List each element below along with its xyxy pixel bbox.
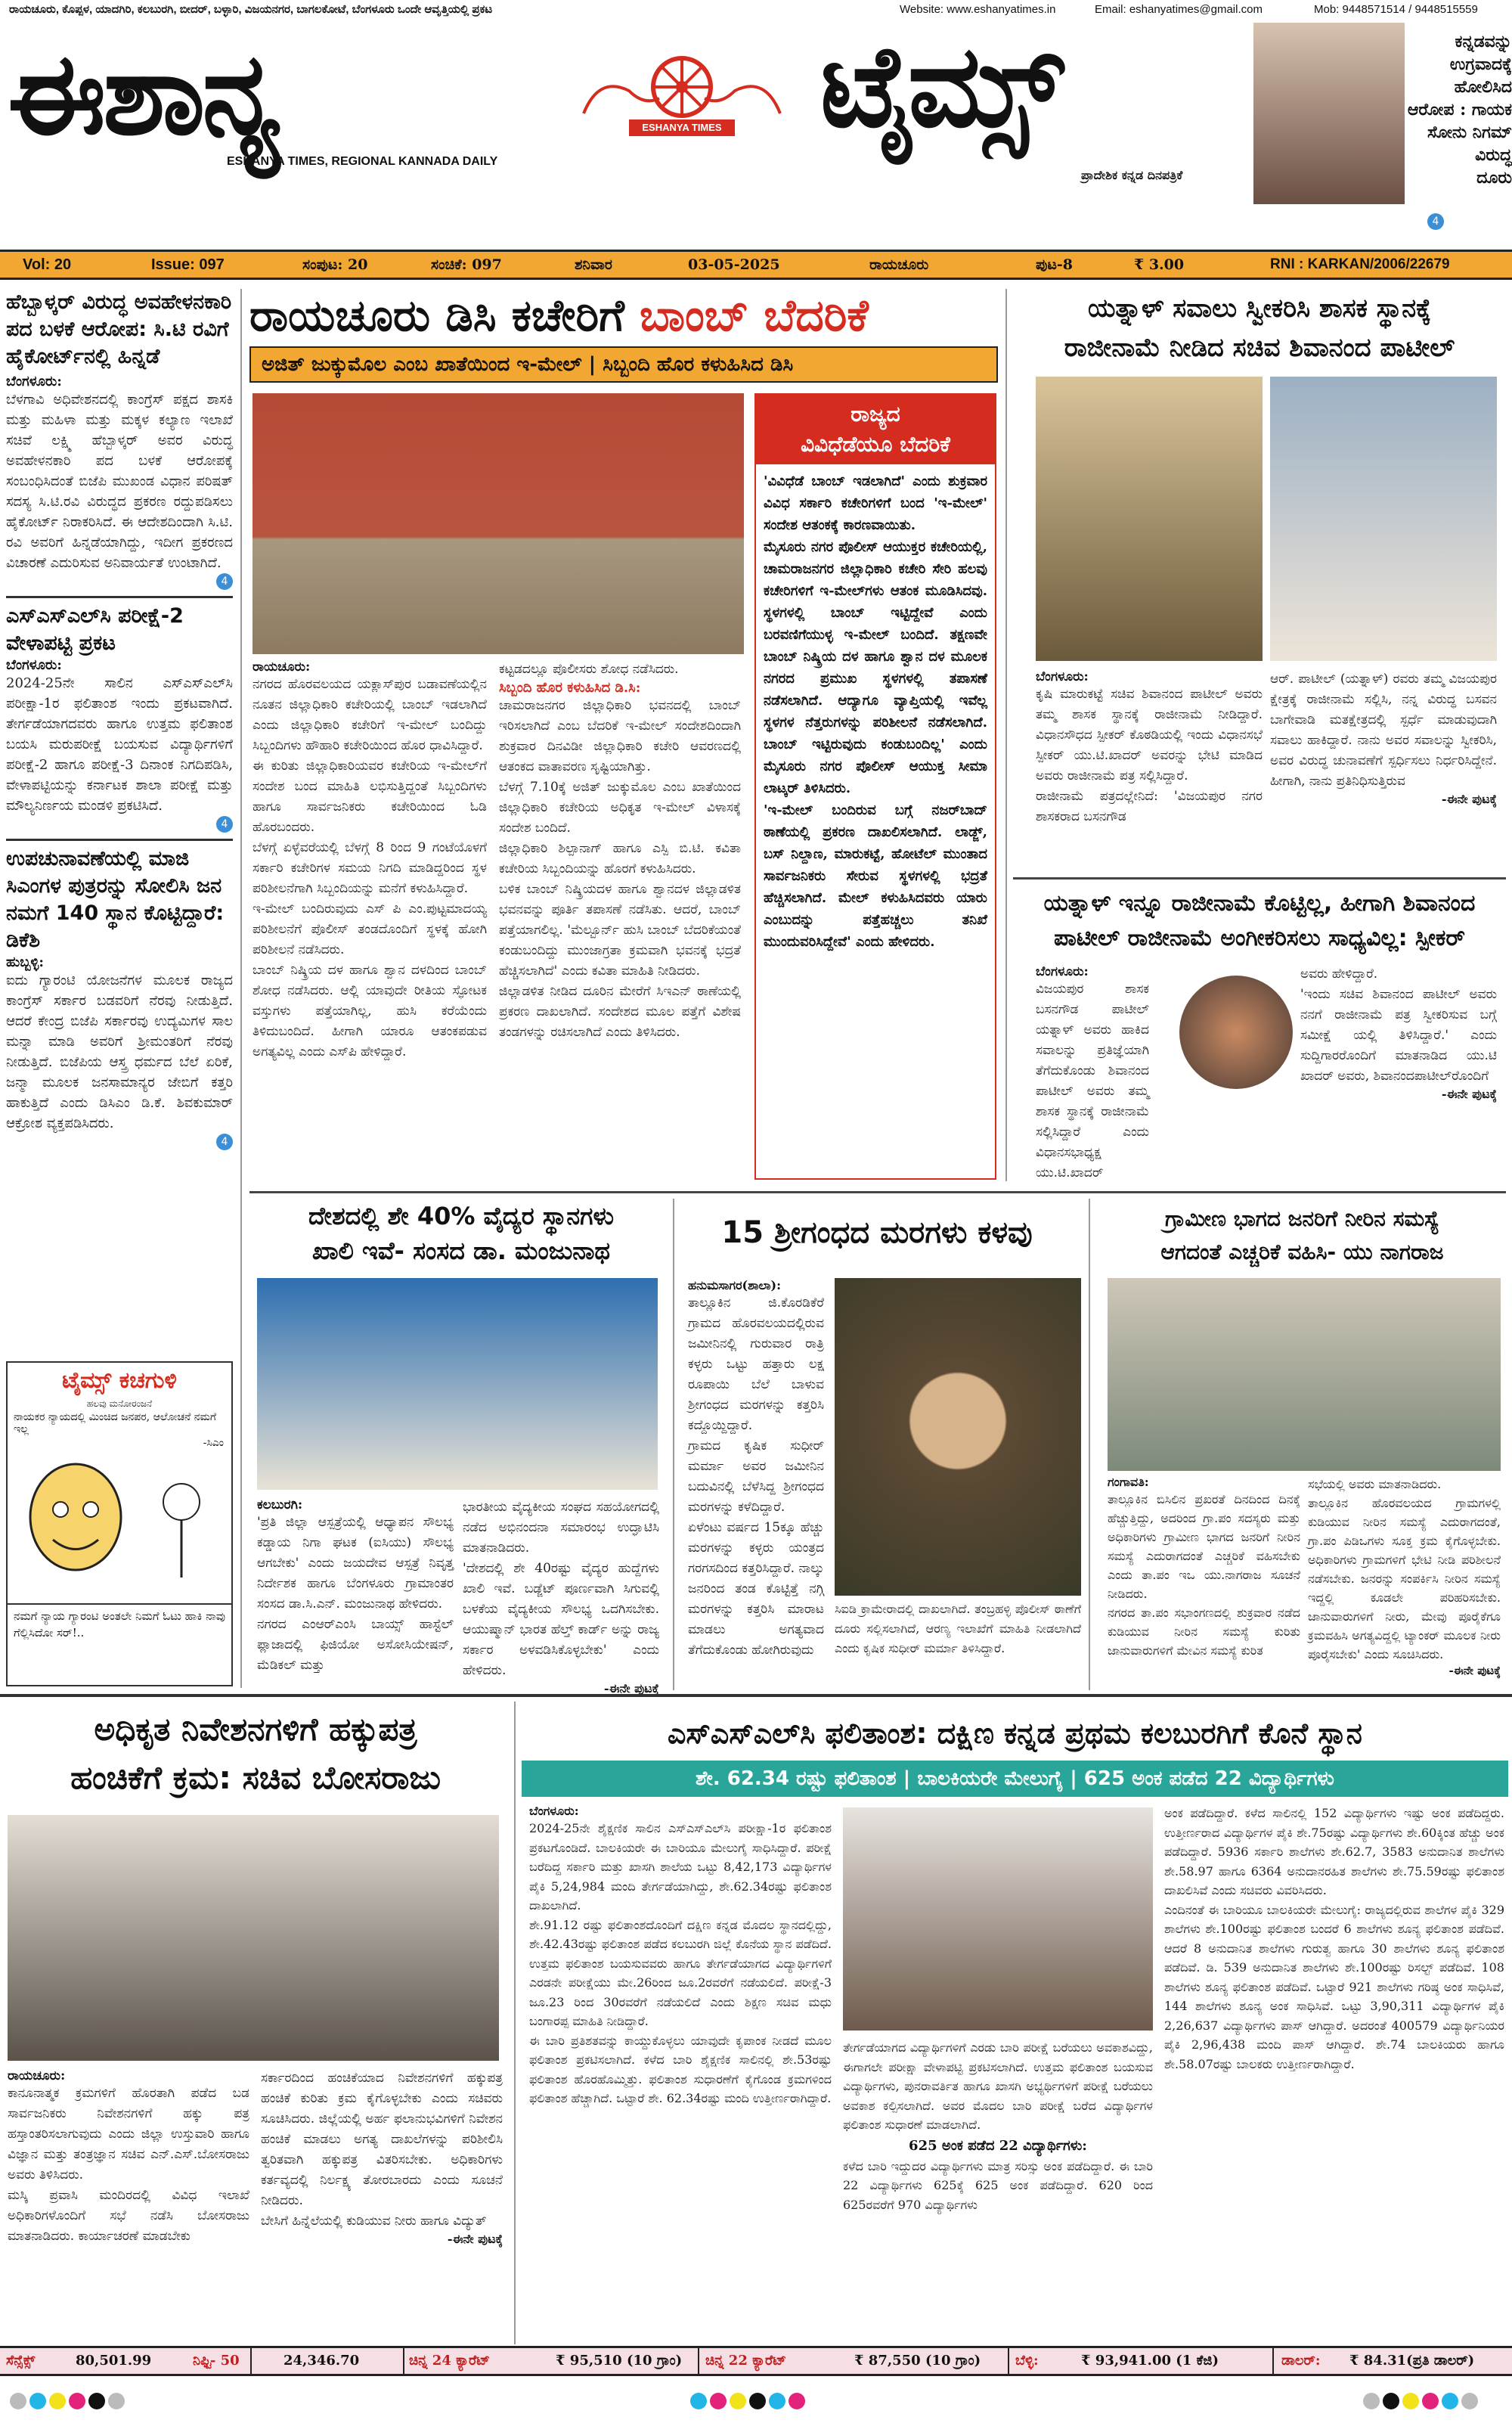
info-day: ಶನಿವಾರ (575, 256, 612, 273)
cartoon-by: -ಸಿಎಂ (203, 1437, 224, 1449)
market-label: ಚಿನ್ನ 24 ಕ್ಯಾರೆಟ್ (409, 2353, 490, 2369)
doctors-col-1-body: 'ಪ್ರತಿ ಜಿಲ್ಲಾ ಆಸ್ಪತ್ರೆಯಲ್ಲಿ ಆಧ್ಯಾಪನ ಸೌಲಭ್ಯ ಕಡ್ಡಾಯ ನಿಗಾ ಘಟಕ (ಐಸಿಯು) ಸೌಲಭ್ಯ ಆಗಬೇಕು' ಎಂದು ಜಯದೇವ ಆಸ್ಪತ್ರೆ ನಿವೃತ್ತ ನಿರ್ದೇಶಕ ಹಾಗೂ ಬೆಂಗಳೂರು ಗ್ರಾಮಾಂತರ ಸಂಸದ ಡಾ.ಸಿ.ಎನ್. ಮಂಜುನಾಥ ಹೇಳಿದರು. ನಗರದ ಎಂಆರ್‌ಎಂಸಿ ಬಾಯ್ಸ್ ಹಾಸ್ಟೆಲ್ ಪ್ಲಾಜಾದಲ್ಲಿ ಫಿಜಿಯೋ ಅಸೋಸಿಯೇಷನ್, ಮೆಡಿಕಲ್ ಮತ್ತು (257, 1515, 454, 1673)
left-story-3-body: ಐದು ಗ್ಯಾರಂಟಿ ಯೋಜನೆಗಳ ಮೂಲಕ ರಾಜ್ಯದ ಕಾಂಗ್ರೆಸ್ ಸರ್ಕಾರ ಬಡವರಿಗೆ ನೆರವು ನೀಡುತ್ತಿದೆ. ಆದರೆ ಕೇಂದ್ರ ಬಿಜೆಪಿ ಸರ್ಕಾರವು ಉದ್ಯಮಿಗಳ ಸಾಲ ಮನ್ನಾ ಮಾಡಿ ಅವರಿಗೆ ಶ್ರೀಮಂತರಿಗೆ ನೆರವು ನೀಡುತ್ತಿದೆ. ಬಿಜೆಪಿಯ ಆಸ್ತ್ರ ಧರ್ಮದ ಬೆಲೆ ಏರಿಕೆ, ಜನ್ಮಾ ಮೂಲಕ ಜನಸಾಮಾನ್ಯರ ಜೇಬಿಗೆ ಕತ್ತರಿ ಹಾಕುತ್ತಿದೆ ಎಂದು ಡಿಸಿಎಂ ಡಿ.ಕೆ. ಶಿವಕುಮಾರ್ ಆಕ್ರೋಶ ವ್ಯಕ್ತಪಡಿಸಿದರು. (6, 973, 233, 1131)
yatnal-photo-2 (1270, 377, 1497, 661)
teaser-photo (1253, 23, 1405, 204)
cartoon-quote: ನಾಯಕರ ನ್ಯಾಯದಲ್ಲಿ ಮಿಂಚಿದ ಜನಪರ, ಆಲೋಚನೆ ನಮಗೆ ಇಲ್ಲ (14, 1411, 216, 1435)
registration-dots-left (8, 2390, 159, 2415)
market-value: 80,501.99 (76, 2353, 152, 2369)
yatnal-photo-1 (1036, 377, 1263, 661)
info-rni: RNI : KARKAN/2006/22679 (1270, 256, 1450, 272)
masthead-title-right: ಟೈಮ್ಸ್ (820, 21, 1061, 153)
cartoon-title: ಟೈಮ್ಸ್ ಕಚಗುಳಿ (62, 1367, 177, 1394)
column-divider (1005, 289, 1007, 1181)
teaser-headline[interactable]: ಕನ್ನಡವನ್ನು ಉಗ್ರವಾದಕ್ಕೆ ಹೋಲಿಸಿದ ಆರೋಪ : ಗಾಯಕ ಸೋನು ನಿಗಮ್ ವಿರುದ್ಧ ದೂರು (1407, 32, 1512, 188)
cartoon-caption: ನಮಗೆ ನ್ಯಾಯ ಗ್ಯಾರಂಟಿ ಅಂತಲೇ ನಿಮಗೆ ಓಟು ಹಾಕಿ ನಾವು ಗೆಲ್ಲಿಸಿದೋ ಸರ್!.. (8, 1603, 231, 1644)
left-story-1-body: ಬೆಳಗಾವಿ ಅಧಿವೇಶನದಲ್ಲಿ ಕಾಂಗ್ರೆಸ್ ಪಕ್ಷದ ಶಾಸಕಿ ಮತ್ತು ಮಹಿಳಾ ಮತ್ತು ಮಕ್ಕಳ ಕಲ್ಯಾಣ ಇಲಾಖೆ ಸಚಿವೆ ಲಕ್ಷ್ಮಿ ಹೆಬ್ಬಾಳ್ಕರ್ ಅವರ ವಿರುದ್ಧ ಅವಹೇಳನಕಾರಿ ಪದ ಬಳಕೆ ಆರೋಪಕ್ಕೆ ಸಂಬಂಧಿಸಿದಂತೆ ಬಿಜೆಪಿ ಮುಖಂಡ ವಿಧಾನ ಪರಿಷತ್ ಸದಸ್ಯ ಸಿ.ಟಿ.ರವಿ ವಿರುದ್ಧದ ಪ್ರಕರಣ ರದ್ದುಪಡಿಸಲು ಹೈಕೋರ್ಟ್ ನಿರಾಕರಿಸಿದೆ. ಈ ಆದೇಶದಿಂದಾಗಿ ಸಿ.ಟಿ. ರವಿ ಅವರಿಗೆ ಹಿನ್ನಡೆಯಾಗಿದ್ದು, ಇದೀಗ ಪ್ರಕರಣದ ವಿಚಾರಣೆ ಎದುರಿಸುವ ಅನಿವಾರ್ಯತೆ ಉಂಟಾಗಿದೆ. (6, 392, 233, 571)
sandal-col-1 (688, 1278, 824, 1661)
speaker-col-2-body: ಅವರು ಹೇಳಿದ್ದಾರೆ. 'ಇಂದು ಸಚಿವ ಶಿವಾನಂದ ಪಾಟೀಲ್ ಅವರು ನನಗೆ ರಾಜೀನಾಮೆ ಪತ್ರ ಸ್ವೀಕರಿಸುವ ಬಗ್ಗೆ ಸಮೀಕ್ಷೆ ಯಲ್ಲಿ ತಿಳಿಸಿದ್ದಾರೆ.' ಎಂದು ಸುದ್ದಿಗಾರರೊಂದಿಗೆ ಮಾತನಾಡಿದ ಯು.ಟಿ ಖಾದರ್ ಅವರು, ಶಿವಾನಂದಪಾಟೀಲ್‌ರೊಂದಿಗೆ (1300, 966, 1497, 1084)
divider (1013, 877, 1506, 880)
yatnal-headline[interactable]: ಯತ್ನಾಳ್ ಸವಾಲು ಸ್ವೀಕರಿಸಿ ಶಾಸಕ ಸ್ಥಾನಕ್ಕೆ ರಾಜೀನಾಮೆ ನೀಡಿದ ಸಚಿವ ಶಿವಾನಂದ ಪಾಟೀಲ್ (1064, 293, 1455, 363)
column-divider (673, 1199, 674, 1690)
market-item-gold24 (404, 2348, 699, 2374)
doctors-dateline: ಕಲಬುರಗಿ: (257, 1497, 303, 1512)
sandal-headline[interactable]: 15 ಶ್ರೀಗಂಧದ ಮರಗಳು ಕಳವು (721, 1215, 1033, 1250)
left-story-3[interactable] (6, 841, 233, 1150)
masthead-subtitle-kn: ಪ್ರಾದೇಶಿಕ ಕನ್ನಡ ದಿನಪತ್ರಿಕೆ (1081, 168, 1183, 182)
sandal-dateline: ಹನುಮಸಾಗರ(ಶಾಲಾ): (688, 1278, 782, 1292)
mobile-text: Mob: 9448571514 / 9448515559 (1314, 3, 1478, 16)
yatnal-col-1-body: ಕೃಷಿ ಮಾರುಕಟ್ಟೆ ಸಚಿವ ಶಿವಾನಂದ ಪಾಟೀಲ್ ಅವರು ತಮ್ಮ ಶಾಸಕ ಸ್ಥಾನಕ್ಕೆ ರಾಜೀನಾಮೆ ನೀಡಿದ್ದಾರೆ. ವಿಧಾನಸೌಧದ ಸ್ಪೀಕರ್ ಕೊಠಡಿಯಲ್ಲಿ ಇಂದು ವಿಧಾನಸಭೆ ಸ್ಪೀಕರ್ ಯು.ಟಿ.ಖಾದರ್ ಅವರನ್ನು ಭೇಟಿ ಮಾಡಿದ ಅವರು ರಾಜೀನಾಮೆ ಪತ್ರ ಸಲ್ಲಿಸಿದ್ದಾರೆ. ರಾಜೀನಾಮೆ ಪತ್ರದಲ್ಲೇನಿದೆ: 'ವಿಜಯಪುರ ನಗರ ಶಾಸಕರಾದ ಬಸನಗೌಡ (1036, 687, 1263, 824)
doctors-col-2-body: ಭಾರತೀಯ ವೈದ್ಯಕೀಯ ಸಂಘದ ಸಹಯೋಗದಲ್ಲಿ ನಡೆದ ಅಭಿನಂದನಾ ಸಮಾರಂಭ ಉದ್ಘಾಟಿಸಿ ಮಾತನಾಡಿದರು. 'ದೇಶದಲ್ಲಿ ಶೇ 40ರಷ್ಟು ವೈದ್ಯರ ಹುದ್ದೆಗಳು ಖಾಲಿ ಇವೆ. ಬಡ್ಜೆಟ್ ಪೂರ್ಣವಾಗಿ ಸಿಗುವಲ್ಲಿ ಬಳಕೆಯ ವೈದ್ಯಕೀಯ ಸೌಲಭ್ಯ ಒದಗಿಸಬೇಕು. ಆಯುಷ್ಮಾನ್ ಭಾರತ ಹೆಲ್ತ್ ಕಾರ್ಡ್ ಅನ್ನು ರಾಜ್ಯ ಸರ್ಕಾರ ಅಳವಡಿಸಿಕೊಳ್ಳಬೇಕು' ಎಂದು ಹೇಳಿದರು. (463, 1500, 659, 1678)
color-dots-icon (1361, 2390, 1504, 2412)
left-story-1-headline[interactable]: ಹೆಬ್ಬಾಳ್ಕರ್ ವಿರುದ್ಧ ಅವಹೇಳನಕಾರಿ ಪದ ಬಳಕೆ ಆರೋಪ: ಸಿ.ಟಿ ರವಿಗೆ ಹೈಕೋರ್ಟ್‌ನಲ್ಲಿ ಹಿನ್ನಡೆ (6, 290, 232, 368)
market-value: ₹ 87,550 (10 ಗ್ರಾಂ) (854, 2353, 981, 2369)
lead-photo (253, 393, 744, 654)
info-city: ರಾಯಚೂರು (869, 256, 929, 273)
doctors-photo (257, 1278, 658, 1490)
doctors-byline: -ಈನೇ ಪುಟಕ್ಕೆ (603, 1681, 659, 1695)
market-item-gold22 (699, 2348, 1009, 2374)
housing-headline[interactable]: ಅಧಿಕೃತ ನಿವೇಶನಗಳಿಗೆ ಹಕ್ಕುಪತ್ರ ಹಂಚಿಕೆಗೆ ಕ್ರಮ: ಸಚಿವ ಬೋಸರಾಜು (70, 1711, 441, 1796)
water-headline[interactable]: ಗ್ರಾಮೀಣ ಭಾಗದ ಜನರಿಗೆ ನೀರಿನ ಸಮಸ್ಯೆ ಆಗದಂತೆ ಎಚ್ಚರಿಕೆ ವಹಿಸಿ- ಯು ನಾಗರಾಜ (1160, 1206, 1444, 1264)
housing-col-2 (261, 2068, 503, 2247)
edition-places: ರಾಯಚೂರು, ಕೊಪ್ಪಳ, ಯಾದಗಿರಿ, ಕಲಬುರಗಿ, ಬೀದರ್, ಬಳ್ಳಾರಿ, ವಿಜಯನಗರ, ಬಾಗಲಕೋಟೆ, ಬೆಂಗಳೂರು ಒಂದೇ ಆವೃತ್ತಿಯಲ್ಲಿ ಪ್ರಕಟ (9, 3, 493, 16)
market-label: ನಿಫ್ಟಿ- 50 (193, 2353, 240, 2369)
market-label: ಚಿನ್ನ 22 ಕ್ಯಾರೆಟ್ (705, 2353, 786, 2369)
sslc-col-3-body: ಅಂಕ ಪಡೆದಿದ್ದಾರೆ. ಕಳೆದ ಸಾಲಿನಲ್ಲಿ 152 ವಿದ್ಯಾರ್ಥಿಗಳು ಇಷ್ಟು ಅಂಕ ಪಡೆದಿದ್ದರು. ಉತ್ತೀರ್ಣರಾದ ವಿದ್ಯಾರ್ಥಿಗಳ ಪೈಕಿ ಶೇ.75ರಷ್ಟು ವಿದ್ಯಾರ್ಥಿಗಳು ಶೇ.60ಕ್ಕಿಂತ ಹೆಚ್ಚು ಅಂಕ ಪಡೆದಿದ್ದಾರೆ. 5936 ಸರ್ಕಾರಿ ಶಾಲೆಗಳು ಶೇ.62.7, 3583 ಅನುದಾನಿತ ಶಾಲೆಗಳು ಶೇ.58.97 ಹಾಗೂ 6364 ಅನುದಾನರಹಿತ ಶಾಲೆಗಳು ಶೇ.75.59ರಷ್ಟು ಫಲಿತಾಂಶ ದಾಖಲಿಸಿವೆ ಎಂದು ಸಚಿವರು ವಿವರಿಸಿದರು. ಎಂದಿನಂತೆ ಈ ಬಾರಿಯೂ ಬಾಲಕಿಯರೇ ಮೇಲುಗೈ: ರಾಜ್ಯದಲ್ಲಿರುವ ಶಾಲೆಗಳ ಪೈಕಿ 329 ಶಾಲೆಗಳು ಶೇ.100ರಷ್ಟು ಫಲಿತಾಂಶ ಬಂದರೆ 6 ಶಾಲೆಗಳು ಶೂನ್ಯ ಫಲಿತಾಂಶ ಪಡೆದಿವೆ. ಆದರೆ 8 ಅನುದಾನಿತ ಶಾಲೆಗಳು ಗುರುತ್ವ ಹಾಗೂ 30 ಶಾಲೆಗಳು ಶೂನ್ಯ ಫಲಿತಾಂಶ ಪಡೆದಿವೆ. ಡಿ. 539 ಅನುದಾನಿತ ಶಾಲೆಗಳು ಶೇ.100ರಷ್ಟು ರಿಸಲ್ಟ್ ಪಡೆದಿವೆ. 108 ಶಾಲೆಗಳು ಶೂನ್ಯ ಫಲಿತಾಂಶ ಪಡೆದಿವೆ. ಒಟ್ಟಾರೆ 921 ಶಾಲೆಗಳು ಗರಿಷ್ಠ ಅಂಕ ಸಾಧಿಸಿವೆ, 144 ಶಾಲೆಗಳು ಶೂನ್ಯ ಅಂಕ ಸಾಧಿಸಿವೆ. ಒಟ್ಟು 3,90,311 ವಿದ್ಯಾರ್ಥಿಗಳ ಪೈಕಿ 2,26,637 ವಿದ್ಯಾರ್ಥಿಗಳು ಪಾಸ್ ಆಗಿದ್ದಾರೆ. ಅದರಂತೆ 400579 ವಿದ್ಯಾರ್ಥಿನಿಯರ ಪೈಕಿ 2,96,438 ಮಂದಿ ಪಾಸ್ ಆಗಿದ್ದಾರೆ. ಶೇ.74 ಬಾಲಕಿಯರು ಹಾಗೂ ಶೇ.58.07ರಷ್ಟು ಬಾಲಕರು ಉತ್ತೀರ್ಣರಾಗಿದ್ದಾರೆ. (1164, 1806, 1504, 2071)
divider (0, 1694, 1512, 1697)
left-story-3-headline[interactable]: ಉಪಚುನಾವಣೆಯಲ್ಲಿ ಮಾಜಿ ಸಿಎಂಗಳ ಪುತ್ರರನ್ನು ಸೋಲಿಸಿ ಜನ ನಮಗೆ 140 ಸ್ಥಾನ ಕೊಟ್ಟಿದ್ದಾರೆ: ಡಿಕೆಶಿ (6, 847, 225, 952)
sslc-photo (843, 1807, 1153, 2031)
sslc-dateline: ಬೆಂಗಳೂರು: (529, 1804, 579, 1818)
water-dateline: ಗಂಗಾವತಿ: (1108, 1475, 1149, 1489)
lead-col-1 (253, 659, 487, 1063)
sslc-subhead: ಶೇ. 62.34 ರಷ್ಟು ಫಲಿತಾಂಶ | ಬಾಲಕಿಯರೇ ಮೇಲುಗೈ | 625 ಅಂಕ ಪಡೆದ 22 ವಿದ್ಯಾರ್ಥಿಗಳು (522, 1761, 1508, 1797)
yatnal-byline: -ಈನೇ ಪುಟಕ್ಕೆ (1441, 792, 1497, 806)
market-value: ₹ 95,510 (10 ಗ್ರಾಂ) (556, 2353, 683, 2369)
sandal-col-1-body: ತಾಲ್ಲೂಕಿನ ಜಿ.ಕೊರಡಿಕೆರೆ ಗ್ರಾಮದ ಹೊರವಲಯದಲ್ಲಿರುವ ಜಮೀನಿನಲ್ಲಿ ಗುರುವಾರ ರಾತ್ರಿ ಕಳ್ಳರು ಒಟ್ಟು ಹತ್ತಾರು ಲಕ್ಷ ರೂಪಾಯಿ ಬೆಲೆ ಬಾಳುವ ಶ್ರೀಗಂಧದ ಮರಗಳನ್ನು ಕತ್ತರಿಸಿ ಕದ್ದೊಯ್ದಿದ್ದಾರೆ. ಗ್ರಾಮದ ಕೃಷಿಕ ಸುಧೀರ್ ಮರ್ಮಾ ಅವರ ಜಮೀನಿನ ಬದುವಿನಲ್ಲಿ ಬೆಳೆಸಿದ್ದ ಶ್ರೀಗಂಧದ ಮರಗಳನ್ನು ಕಳೆದಿದ್ದಾರೆ. ಏಳೆಂಟು ವರ್ಷದ 15ಕ್ಕೂ ಹೆಚ್ಚು ಮರಗಳನ್ನು ಕಳ್ಳರು ಯಂತ್ರದ ಗರಗಸದಿಂದ ಕತ್ತರಿಸಿದ್ದಾರೆ. ನಾಲ್ಕು ಜನರಿಂದ ತಂಡ ಕೊಟ್ಟಿತ್ತೆ ನಗ್ಗಿ ಮರಗಳನ್ನು ಕತ್ತರಿಸಿ ಮಾರಾಟ ಮಾಡಲು ಅಗತ್ಯವಾದ ತೆಗೆದುಕೊಂಡು ಹೋಗಿರುವುದು (688, 1295, 824, 1658)
yatnal-col-2 (1270, 669, 1497, 807)
registration-dots-center (688, 2390, 839, 2415)
housing-dateline: ರಾಯಚೂರು: (8, 2068, 66, 2083)
lead-col-2 (499, 659, 741, 1043)
market-value: ₹ 84.31(ಪ್ರತಿ ಡಾಲರ್) (1349, 2353, 1475, 2369)
masthead-emblem (569, 45, 795, 144)
market-item-silver (1009, 2348, 1274, 2374)
yatnal-col-2-body: ಆರ್. ಪಾಟೀಲ್ (ಯತ್ನಾಳ್) ರವರು ತಮ್ಮ ವಿಜಯಪುರ ಕ್ಷೇತ್ರಕ್ಕೆ ರಾಜೀನಾಮೆ ಸಲ್ಲಿಸಿ, ನನ್ನ ವಿರುದ್ಧ ಬಸವನ ಬಾಗೇವಾಡಿ ಮತಕ್ಷೇತ್ರದಲ್ಲಿ ಸ್ಪರ್ಧೆ ಮಾಡುವುದಾಗಿ ಸವಾಲು ಹಾಕಿದ್ದಾರೆ. ನಾನು ಅವರ ಸವಾಲನ್ನು ಸ್ವೀಕರಿಸಿ, ಅವರ ವಿರುದ್ಧ ಚುನಾವಣೆಗೆ ಸ್ಪರ್ಧಿಸಲು ನಿರ್ಧರಿಸಿದ್ದೇನೆ. ಹೀಗಾಗಿ, ನಾನು ಪ್ರತಿನಿಧಿಸುತ್ತಿರುವ (1270, 672, 1497, 789)
lead-col-1-dateline: ರಾಯಚೂರು: (253, 659, 311, 675)
sslc-col-2-subbody: ಕಳೆದ ಬಾರಿ ಇದ್ದುದರ ವಿದ್ಯಾರ್ಥಿಗಳು ಮಾತ್ರ ಸರಿಸ್ಸು ಅಂಕ ಪಡೆದಿದ್ದಾರೆ. ಈ ಬಾರಿ 22 ವಿದ್ಯಾರ್ಥಿಗಳು 625ಕ್ಕೆ 625 ಅಂಕ ಪಡೆದಿದ್ದಾರೆ. 620 ರಿಂದ 625ರವರೆಗೆ 970 ವಿದ್ಯಾರ್ಥಿಗಳು (843, 2158, 1153, 2212)
yatnal-dateline: ಬೆಂಗಳೂರು: (1036, 669, 1089, 684)
market-value: 24,346.70 (284, 2353, 360, 2369)
left-story-2-continue-icon[interactable]: 4 (216, 816, 233, 833)
lead-col-2-subhead: ಸಿಬ್ಬಂದಿ ಹೊರ ಕಳುಹಿಸಿದ ಡಿ.ಸಿ: (499, 680, 641, 696)
housing-photo (8, 1815, 499, 2061)
left-story-1-dateline: ಬೆಂಗಳೂರು: (6, 374, 62, 389)
left-story-2[interactable] (6, 598, 233, 841)
water-col-2-body: ಸಭೆಯಲ್ಲಿ ಅವರು ಮಾತನಾಡಿದರು. ತಾಲ್ಲೂಕಿನ ಹೊರವಲಯದ ಗ್ರಾಮಗಳಲ್ಲಿ ಕುಡಿಯುವ ನೀರಿನ ಸಮಸ್ಯೆ ಎದುರಾಗದಂತೆ, ಗ್ರಾ.ಪಂ ಪಿಡಿಒಗಳು ಸೂಕ್ತ ಕ್ರಮ ಕೈಗೊಳ್ಳಬೇಕು. ಅಧಿಕಾರಿಗಳು ಗ್ರಾಮಗಳಿಗೆ ಭೇಟಿ ನೀಡಿ ಪರಿಶೀಲನೆ ನಡೆಸಬೇಕು. ಜನರನ್ನು ಸಂಪರ್ಕಿಸಿ ನೀರಿನ ಸಮಸ್ಯೆ ಇದ್ದಲ್ಲಿ ಕೂಡಲೇ ಪರಿಹರಿಸಬೇಕು. ಜಾನುವಾರುಗಳಿಗೆ ನೀರು, ಮೇವು ಪೂರೈಕೆಗೂ ಕ್ರಮವಹಿಸಿ ಅಗತ್ಯವಿದ್ದಲ್ಲಿ ಟ್ಯಾಂಕರ್ ಮೂಲಕ ನೀರು ಪೂರೈಸಬೇಕು' ಎಂದು ಸೂಚಿಸಿದರು. (1308, 1477, 1501, 1661)
info-vol: Vol: 20 (23, 256, 72, 273)
left-story-3-continue-icon[interactable]: 4 (216, 1134, 233, 1150)
housing-col-2-body: ಸರ್ಕಾರದಿಂದ ಹಂಚಿಕೆಯಾದ ನಿವೇಶನಗಳಿಗೆ ಹಕ್ಕುಪತ್ರ ಹಂಚಿಕೆ ಕುರಿತು ಕ್ರಮ ಕೈಗೊಳ್ಳಬೇಕು ಎಂದು ಸಚಿವರು ಸೂಚಿಸಿದರು. ಜಿಲ್ಲೆಯಲ್ಲಿ ಅರ್ಹ ಫಲಾನುಭವಿಗಳಿಗೆ ನಿವೇಶನ ಹಂಚಿಕೆ ಮಾಡಲು ಅಗತ್ಯ ದಾಖಲೆಗಳನ್ನು ಪರಿಶೀಲಿಸಿ ತ್ವರಿತವಾಗಿ ಹಕ್ಕುಪತ್ರ ವಿತರಿಸಬೇಕು. ಅಧಿಕಾರಿಗಳು ಕರ್ತವ್ಯದಲ್ಲಿ ನಿರ್ಲಕ್ಷ್ಯ ತೋರಬಾರದು ಎಂದು ಸೂಚನೆ ನೀಡಿದರು. ಬೇಸಿಗೆ ಹಿನ್ನೆಲೆಯಲ್ಲಿ ಕುಡಿಯುವ ನೀರು ಹಾಗೂ ವಿದ್ಯುತ್ (261, 2071, 503, 2229)
speaker-headline[interactable]: ಯತ್ನಾಳ್ ಇನ್ನೂ ರಾಜೀನಾಮೆ ಕೊಟ್ಟಿಲ್ಲ, ಹೀಗಾಗಿ ಶಿವಾನಂದ ಪಾಟೀಲ್ ರಾಜೀನಾಮೆ ಅಂಗೀಕರಿಸಲು ಸಾಧ್ಯವಿಲ್ಲ: ಸ್ಪೀಕರ್ (1043, 890, 1476, 951)
speaker-photo (1179, 976, 1293, 1089)
lead-sidebar-headline: ರಾಜ್ಯದ ವಿವಿಧೆಡೆಯೂ ಬೆದರಿಕೆ (756, 395, 995, 464)
yatnal-col-1 (1036, 669, 1263, 827)
doctors-col-2 (463, 1497, 659, 1696)
divider (249, 1191, 1506, 1193)
sslc-col-3 (1164, 1804, 1504, 2074)
column-divider (1089, 1199, 1090, 1690)
sslc-col-1-body: 2024-25ನೇ ಶೈಕ್ಷಣಿಕ ಸಾಲಿನ ಎಸ್‌ಎಸ್‌ಎಲ್‌ಸಿ ಪರೀಕ್ಷಾ-1ರ ಫಲಿತಾಂಶ ಪ್ರಕಟಗೊಂಡಿದೆ. ಬಾಲಕಿಯರೇ ಈ ಬಾರಿಯೂ ಮೇಲುಗೈ ಸಾಧಿಸಿದ್ದಾರೆ. ಪರೀಕ್ಷೆ ಬರೆದಿದ್ದ ಸರ್ಕಾರಿ ಮತ್ತು ಖಾಸಗಿ ಶಾಲೆಯ ಒಟ್ಟು 8,42,173 ವಿದ್ಯಾರ್ಥಿಗಳ ಪೈಕಿ 5,24,984 ಮಂದಿ ತೇರ್ಗಡೆಯಾಗಿದ್ದು, ಶೇ.62.34ರಷ್ಟು ಫಲಿತಾಂಶ ದಾಖಲಾಗಿದೆ. ಶೇ.91.12 ರಷ್ಟು ಫಲಿತಾಂಶದೊಂದಿಗೆ ದಕ್ಷಿಣ ಕನ್ನಡ ಮೊದಲ ಸ್ಥಾನದಲ್ಲಿದ್ದು, ಶೇ.42.43ರಷ್ಟು ಫಲಿತಾಂಶ ಪಡೆದ ಕಲಬುರಗಿ ಜಿಲ್ಲೆ ಕೊನೆಯ ಸ್ಥಾನ ಪಡೆದಿದೆ. ಉತ್ತಮ ಫಲಿತಾಂಶ ಬಯಸುವವರು ಹಾಗೂ ತೇರ್ಗಡೆಯಾಗದ ವಿದ್ಯಾರ್ಥಿಗಳಿಗೆ ಎರಡನೇ ಪರೀಕ್ಷೆಯು ಮೇ.26ರಿಂದ ಜೂ.2ರವರೆಗೆ ನಡೆಯಲಿದೆ. ಪರೀಕ್ಷೆ-3 ಜೂ.23 ರಿಂದ 30ರವರೆಗೆ ನಡೆಯಲಿದೆ ಎಂದು ಶಿಕ್ಷಣ ಸಚಿವ ಮಧು ಬಂಗಾರಪ್ಪ ಮಾಹಿತಿ ನೀಡಿದ್ದಾರೆ. ಈ ಬಾರಿ ಪ್ರತಿಶತವನ್ನು ಕಾಯ್ದುಕೊಳ್ಳಲು ಯಾವುದೇ ಕೃಪಾಂಕ ನೀಡದೆ ಮೂಲ ಫಲಿತಾಂಶ ಪ್ರಕಟಿಸಲಾಗಿದೆ. ಕಳೆದ ಬಾರಿ ಶೈಕ್ಷಣಿಕ ಸಾಲಿನಲ್ಲಿ ಶೇ.53ರಷ್ಟು ಫಲಿತಾಂಶ ಹೊರಹೊಮ್ಮಿತ್ತು. ಫಲಿತಾಂಶ ಸುಧಾರಣೆಗೆ ಕೈಗೊಂಡ ಕ್ರಮಗಳಿಂದ ಫಲಿತಾಂಶ ಹೆಚ್ಚಾಗಿದೆ. ಒಟ್ಟಾರೆ ಶೇ. 62.34ರಷ್ಟು ಮಂದಿ ಉತ್ತೀರ್ಣರಾಗಿದ್ದಾರೆ. (529, 1821, 832, 2105)
cartoon-drawing-icon (8, 1449, 231, 1600)
sslc-headline[interactable]: ಎಸ್‌ಎಸ್‌ಎಲ್‌ಸಿ ಫಲಿತಾಂಶ: ದಕ್ಷಿಣ ಕನ್ನಡ ಪ್ರಥಮ ಕಲಬುರಗಿಗೆ ಕೊನೆ ಸ್ಥಾನ (668, 1717, 1362, 1750)
masthead-title-left: ಈಶಾನ್ಯ (8, 29, 278, 160)
water-col-2 (1308, 1475, 1501, 1677)
water-col-1 (1108, 1475, 1300, 1660)
market-item-nifty (178, 2348, 404, 2374)
market-label: ಸೆನ್ಸೆಕ್ಸ್ (6, 2353, 36, 2369)
speaker-col-1-body: ವಿಜಯಪುರ ಶಾಸಕ ಬಸನಗೌಡ ಪಾಟೀಲ್ ಯತ್ನಾಳ್ ಅವರು ಹಾಕಿದ ಸವಾಲನ್ನು ಪ್ರತಿಜ್ಞೆಯಾಗಿ ತೆಗೆದುಕೊಂಡು ಶಿವಾನಂದ ಪಾಟೀಲ್ ಅವರು ತಮ್ಮ ಶಾಸಕ ಸ್ಥಾನಕ್ಕೆ ರಾಜೀನಾಮೆ ಸಲ್ಲಿಸಿದ್ದಾರೆ ಎಂದು ವಿಧಾನಸಭಾಧ್ಯಕ್ಷ ಯು.ಟಿ.ಖಾದರ್ (1036, 982, 1149, 1180)
email-text: Email: eshanyatimes@gmail.com (1095, 3, 1263, 16)
doctors-headline[interactable]: ದೇಶದಲ್ಲಿ ಶೇ 40% ವೈದ್ಯರ ಸ್ಥಾನಗಳು ಖಾಲಿ ಇವೆ- ಸಂಸದ ಡಾ. ಮಂಜುನಾಥ (308, 1202, 615, 1265)
info-sanchike: ಸಂಚಿಕೆ: 097 (431, 256, 502, 273)
left-story-3-dateline: ಹುಬ್ಬಳ್ಳಿ: (6, 954, 45, 970)
lead-col-2-top: ಕಟ್ಟಡದಲ್ಲೂ ಪೊಲೀಸರು ಶೋಧ ನಡೆಸಿದರು. (499, 662, 679, 677)
info-date: 03-05-2025 (688, 256, 780, 273)
column-divider (514, 1702, 516, 2344)
masthead-subtitle-en: ESHANYA TIMES, REGIONAL KANNADA DAILY (227, 155, 498, 168)
yatnal-story[interactable] (1013, 289, 1506, 368)
speaker-col-2 (1300, 964, 1497, 1102)
lead-headline-red: ಬಾಂಬ್ ಬೆದರಿಕೆ (640, 290, 869, 341)
color-dots-icon (688, 2390, 839, 2412)
sslc-col-2-subhead: 625 ಅಂಕ ಪಡೆದ 22 ವಿದ್ಯಾರ್ಥಿಗಳು: (909, 2137, 1087, 2154)
info-price: ₹ 3.00 (1134, 256, 1185, 273)
sandal-caption: ಸಿಐಡಿ ಕ್ರಾಮೇರಾದಲ್ಲಿ ದಾಖಲಾಗಿದೆ. ತಂಬ್ರಹಳ್ಳಿ ಪೊಲೀಸ್ ಠಾಣೆಗೆ ದೂರು ಸಲ್ಲಿಸಲಾಗಿದೆ, ಆರಣ್ಯ ಇಲಾಖೆಗೆ ಮಾಹಿತಿ ನೀಡಲಾಗಿದೆ ಎಂದು ಕೃಷಿಕ ಸುಧೀರ್ ಮರ್ಮಾ ತಿಳಿಸಿದ್ದಾರೆ. (835, 1602, 1081, 1655)
housing-byline: -ಈನೇ ಪುಟಕ್ಕೆ (447, 2232, 503, 2246)
water-col-1-body: ತಾಲ್ಲೂಕಿನ ಬಿಸಿಲಿನ ಪ್ರಖರತೆ ದಿನದಿಂದ ದಿನಕ್ಕೆ ಹೆಚ್ಚುತ್ತಿದ್ದು, ಅದರಿಂದ ಗ್ರಾ.ಪಂ ಸದಸ್ಯರು ಮತ್ತು ಅಧಿಕಾರಿಗಳು ಗ್ರಾಮೀಣ ಭಾಗದ ಜನರಿಗೆ ನೀರಿನ ಸಮಸ್ಯೆ ಎದುರಾಗದಂತೆ ಎಚ್ಚರಿಕೆ ವಹಿಸಬೇಕು ಎಂದು ತಾ.ಪಂ ಇಒ ಯು.ನಾಗರಾಜ ಸೂಚನೆ ನೀಡಿದರು. ನಗರದ ತಾ.ಪಂ ಸಭಾಂಗಣದಲ್ಲಿ ಶುಕ್ರವಾರ ನಡೆದ ಕುಡಿಯುವ ನೀರಿನ ಸಮಸ್ಯೆ ಕುರಿತು ಜಾನುವಾರುಗಳಿಗೆ ಮೇವಿನ ಸಮಸ್ಯೆ ಕುರಿತ (1108, 1492, 1300, 1658)
sslc-col-2 (843, 2038, 1153, 2214)
lead-sidebar (754, 393, 996, 1180)
column-divider (240, 289, 242, 1688)
left-story-1[interactable] (6, 289, 233, 598)
lead-headline[interactable] (249, 289, 998, 342)
water-photo (1108, 1278, 1501, 1471)
info-pages: ಪುಟ-8 (1036, 256, 1073, 273)
registration-dots-right (1361, 2390, 1504, 2415)
left-column (6, 289, 233, 1302)
left-story-1-continue-icon[interactable]: 4 (216, 573, 233, 590)
emblem-label: ESHANYA TIMES (642, 122, 722, 133)
info-issue: Issue: 097 (151, 256, 225, 273)
water-byline: -ಈನೇ ಪುಟಕ್ಕೆ (1448, 1664, 1501, 1677)
lead-subhead: ಅಜಿತ್ ಜುಕ್ಕುಮೊಲ ಎಂಬ ಖಾತೆಯಿಂದ ಇ-ಮೇಲ್ | ಸಿಬ್ಬಂದಿ ಹೊರ ಕಳುಹಿಸಿದ ಡಿಸಿ (249, 346, 998, 383)
teaser-page-badge: 4 (1427, 213, 1444, 230)
doctors-col-1 (257, 1497, 454, 1676)
left-story-2-dateline: ಬೆಂಗಳೂರು: (6, 657, 62, 673)
lead-headline-main: ರಾಯಚೂರು ಡಿಸಿ ಕಚೇರಿಗೆ (249, 290, 640, 341)
color-dots-icon (8, 2390, 159, 2412)
lead-col-1-body: ನಗರದ ಹೊರವಲಯದ ಯಕ್ಲಾಸ್‌ಪುರ ಬಡಾವಣೆಯಲ್ಲಿನ ನೂತನ ಜಿಲ್ಲಾಧಿಕಾರಿ ಕಚೇರಿಯಲ್ಲಿ ಬಾಂಬ್ ಇಡಲಾಗಿದೆ ಎಂದು ಜಿಲ್ಲಾಧಿಕಾರಿ ಕಚೇರಿಗೆ ಇ-ಮೇಲ್ ಬಂದಿದ್ದು ಸಿಬ್ಬಂದಿಗಳು ಹೌಹಾರಿ ಕಚೇರಿಯಿಂದ ಹೊರ ಧಾವಿಸಿದ್ದಾರೆ. ಈ ಕುರಿತು ಜಿಲ್ಲಾಧಿಕಾರಿಯವರ ಕಚೇರಿಯ ಇ-ಮೇಲ್‌ಗೆ ಸಂದೇಶ ಬಂದ ಮಾಹಿತಿ ಲಭಿಸುತ್ತಿದ್ದಂತೆ ಸಿಬ್ಬಂದಿಗಳು ಹಾಗೂ ಸಾರ್ವಜನಿಕರು ಕಚೇರಿಯಿಂದ ಓಡಿ ಹೊರಬಂದರು. ಬೆಳಗ್ಗೆ ಏಳ್ಳೆವರೆಯಲ್ಲಿ ಬೆಳಗ್ಗೆ 8 ರಿಂದ 9 ಗಂಟೆಯೊಳಗೆ ಸರ್ಕಾರಿ ಕಚೇರಿಗಳ ಸಮಯ ನಿಗದಿ ಮಾಡಿದ್ದರಿಂದ ಸ್ಥಳ ಪರಿಶೀಲನೆಗಾಗಿ ಸಿಬ್ಬಂದಿಯನ್ನು ಮನೆಗೆ ಕಳುಹಿಸಿದ್ದಾರೆ. ಇ-ಮೇಲ್ ಬಂದಿರುವುದು ಎಸ್ ಪಿ ಎಂ.ಪುಟ್ಟಮಾದಯ್ಯ ಪರಿಶೀಲನೆಗೆ ಪೊಲೀಸ್ ತಂಡದೊಂದಿಗೆ ಸ್ಥಳಕ್ಕೆ ಹೋಗಿ ಪರಿಶೀಲನೆ ನಡೆಸಿದರು. ಬಾಂಬ್ ನಿಷ್ಕ್ರಿಯ ದಳ ಹಾಗೂ ಶ್ವಾನ ದಳದಿಂದ ಬಾಂಬ್ ಶೋಧ ನಡೆಸಿದರು. ಆಲ್ಲಿ ಯಾವುದೇ ರೀತಿಯ ಸ್ಫೋಟಕ ವಸ್ತುಗಳು ಪತ್ತೆಯಾಗಿಲ್ಲ, ಹುಸಿ ಕರೆಯೆಂದು ತಿಳಿದುಬಂದಿದೆ. ಹೀಗಾಗಿ ಯಾರೂ ಆತಂಕಪಡುವ ಅಗತ್ಯವಿಲ್ಲ ಎಂದು ಎಸ್‌ಪಿ ಹೇಳಿದ್ದಾರೆ. (253, 677, 487, 1059)
info-samputa: ಸಂಪುಟ: 20 (302, 256, 368, 273)
cartoon-sub: ಹಲವು ಮನೋರಂಜನೆ (86, 1398, 153, 1409)
lead-sidebar-body: 'ವಿವಿಧೆಡೆ ಬಾಂಬ್ ಇಡಲಾಗಿದೆ' ಎಂದು ಶುಕ್ರವಾರ ವಿವಿಧ ಸರ್ಕಾರಿ ಕಚೇರಿಗಳಿಗೆ ಬಂದ 'ಇ-ಮೇಲ್' ಸಂದೇಶ ಆತಂಕಕ್ಕೆ ಕಾರಣವಾಯಿತು. ಮೈಸೂರು ನಗರ ಪೊಲೀಸ್ ಆಯುಕ್ತರ ಕಚೇರಿಯಲ್ಲಿ, ಚಾಮರಾಜನಗರ ಜಿಲ್ಲಾಧಿಕಾರಿ ಕಚೇರಿ ಸೇರಿ ಹಲವು ಕಚೇರಿಗಳಿಗೆ ಇ-ಮೇಲ್‌ಗಳು ಆತಂಕ ಮೂಡಿಸಿದವು. ಸ್ಥಳಗಳಲ್ಲಿ ಬಾಂಬ್ ಇಟ್ಟಿದ್ದೇವೆ ಎಂದು ಬರವಣಿಗೆಯುಳ್ಳ ಇ-ಮೇಲ್ ಬಂದಿದೆ. ತಕ್ಷಣವೇ ಬಾಂಬ್ ನಿಷ್ಕ್ರಿಯ ದಳ ಹಾಗೂ ಶ್ವಾನ ದಳ ಮೂಲಕ ನಗರದ ಪ್ರಮುಖ ಸ್ಥಳಗಳಲ್ಲಿ ತಪಾಸಣೆ ನಡೆಸಲಾಗಿದೆ. ಆದ್ಯಾಗೂ ವ್ಯಾಪ್ತಿಯಲ್ಲಿ ಇವೆಲ್ಲ ಸ್ಥಳಗಳ ನೆತ್ತರುಗಳನ್ನು ಪರಿಶೀಲನೆ ನಡೆಸಲಾಗಿದೆ. ಬಾಂಬ್ ಇಟ್ಟಿರುವುದು ಕಂಡುಬಂದಿಲ್ಲ' ಎಂದು ಮೈಸೂರು ನಗರ ಪೊಲೀಸ್ ಆಯುಕ್ತ ಸೀಮಾ ಲಾಟ್ಕರ್ ತಿಳಿಸಿದರು. 'ಇ-ಮೇಲ್ ಬಂದಿರುವ ಬಗ್ಗೆ ನಜರ್‌ಬಾದ್ ಠಾಣೆಯಲ್ಲಿ ಪ್ರಕರಣ ದಾಖಲಿಸಲಾಗಿದೆ. ಲಾಡ್ಜ್, ಬಸ್ ನಿಲ್ದಾಣ, ಮಾರುಕಟ್ಟೆ, ಹೋಟೆಲ್ ಮುಂತಾದ ಸಾರ್ವಜನಿಕರು ಸೇರುವ ಸ್ಥಳಗಳಲ್ಲಿ ಭದ್ರತೆ ಹೆಚ್ಚಿಸಲಾಗಿದೆ. ಮೇಲ್ ಕಳುಹಿಸಿದವರು ಯಾರು ಎಂಬುದನ್ನು ಪತ್ತೆಹಚ್ಚಲು ತನಿಖೆ ಮುಂದುವರಿಸಿದ್ದೇವೆ' ಎಂದು ಹೇಳಿದರು. (764, 473, 987, 950)
market-strip (0, 2346, 1512, 2376)
speaker-dateline: ಬೆಂಗಳೂರು: (1036, 964, 1089, 979)
market-label: ಡಾಲರ್: (1281, 2353, 1321, 2369)
sslc-col-2-body: ತೇರ್ಗಡೆಯಾಗದ ವಿದ್ಯಾರ್ಥಿಗಳಿಗೆ ಎರಡು ಬಾರಿ ಪರೀಕ್ಷೆ ಬರೆಯಲು ಅವಕಾಶವಿದ್ದು, ಈಗಾಗಲೇ ಪರೀಕ್ಷಾ ವೇಳಾಪಟ್ಟಿ ಪ್ರಕಟಿಸಲಾಗಿದೆ. ಉತ್ತಮ ಫಲಿತಾಂಶ ಬಯಸುವ ವಿದ್ಯಾರ್ಥಿಗಳು, ಪುನರಾವರ್ತಿತ ಹಾಗೂ ಖಾಸಗಿ ಅಭ್ಯರ್ಥಿಗಳಿಗೆ ಪರೀಕ್ಷೆ ಬರೆಯಲು ಅವಕಾಶ ಕಲ್ಪಿಸಲಾಗಿದೆ. ಅವರ ಮೊದಲ ಬಾರಿ ಪರೀಕ್ಷೆ ಬರೆದ ವಿದ್ಯಾರ್ಥಿಗಳ ಫಲಿತಾಂಶ ಸುಧಾರಣೆ ಮಾಡಲಾಗಿದೆ. (843, 2040, 1153, 2132)
sslc-col-1 (529, 1804, 832, 2108)
market-value: ₹ 93,941.00 (1 ಕೆಜಿ) (1081, 2353, 1219, 2369)
speaker-byline: -ಈನೇ ಪುಟಕ್ಕೆ (1441, 1087, 1497, 1101)
website-text: Website: www.eshanyatimes.in (900, 3, 1056, 16)
housing-col-1-body: ಕಾನೂನಾತ್ಮಕ ಕ್ರಮಗಳಿಗೆ ಹೊರತಾಗಿ ಪಡೆದ ಬಡ ಸಾರ್ವಜನಿಕರು ನಿವೇಶನಗಳಿಗೆ ಹಕ್ಕು ಪತ್ರ ಹಸ್ತಾಂತರಿಸಲಾಗುವುದು ಎಂದು ಜಿಲ್ಲಾ ಉಸ್ತುವಾರಿ ಹಾಗೂ ವಿಜ್ಞಾನ ಮತ್ತು ತಂತ್ರಜ್ಞಾನ ಸಚಿವ ಎನ್.ಎಸ್.ಬೋಸರಾಜು ಅವರು ತಿಳಿಸಿದರು. ಮಸ್ಕಿ ಪ್ರವಾಸಿ ಮಂದಿರದಲ್ಲಿ ವಿವಿಧ ಇಲಾಖೆ ಅಧಿಕಾರಿಗಳೊಂದಿಗೆ ಸಭೆ ನಡೆಸಿ ಬೋಸರಾಜು ಮಾತನಾಡಿದರು. ಕಾರ್ಯಾಚರಣೆ ಮಾಡಬೇಕು (8, 2086, 249, 2244)
sandal-photo (835, 1278, 1081, 1596)
left-story-2-body: 2024-25ನೇ ಸಾಲಿನ ಎಸ್‌ಎಸ್‌ಎಲ್‌ಸಿ ಪರೀಕ್ಷಾ-1ರ ಫಲಿತಾಂಶ ಇಂದು ಪ್ರಕಟವಾಗಿದೆ. ತೇರ್ಗಡೆಯಾಗದವರು ಹಾಗೂ ಉತ್ತಮ ಫಲಿತಾಂಶ ಬಯಸಿ ಮರುಪರೀಕ್ಷೆ ಬಯಸುವ ವಿದ್ಯಾರ್ಥಿಗಳಿಗೆ ಪರೀಕ್ಷೆ-2 ಹಾಗೂ ಪರೀಕ್ಷೆ-3 ದಿನಾಂಕ ನಿಗದಿಪಡಿಸಿ, ವೇಳಾಪಟ್ಟಿಯನ್ನು ಕರ್ನಾಟಕ ಶಾಲಾ ಪರೀಕ್ಷೆ ಮತ್ತು ಮೌಲ್ಯನಿರ್ಣಯ ಮಂಡಳಿ ಪ್ರಕಟಿಸಿದೆ. (6, 675, 233, 814)
market-item-dollar (1274, 2348, 1512, 2374)
left-story-2-headline[interactable]: ಎಸ್‌ಎಸ್‌ಎಲ್‌ಸಿ ಪರೀಕ್ಷೆ-2 ವೇಳಾಪಟ್ಟಿ ಪ್ರಕಟ (6, 604, 184, 655)
lead-col-2-body: ಚಾಮರಾಜನಗರ ಜಿಲ್ಲಾಧಿಕಾರಿ ಭವನದಲ್ಲಿ ಬಾಂಬ್ ಇರಿಸಲಾಗಿದೆ ಎಂಬ ಬೆದರಿಕೆ ಇ-ಮೇಲ್ ಸಂದೇಶದಿಂದಾಗಿ ಶುಕ್ರವಾರ ದಿನವಿಡೀ ಜಿಲ್ಲಾಧಿಕಾರಿ ಕಚೇರಿ ಆವರಣದಲ್ಲಿ ಆತಂಕದ ವಾತಾವರಣ ಸೃಷ್ಟಿಯಾಗಿತ್ತು. ಬೆಳಗ್ಗೆ 7.10ಕ್ಕೆ ಅಜಿತ್ ಜುಕ್ಕುಮೊಲ ಎಂಬ ಖಾತೆಯಿಂದ ಜಿಲ್ಲಾಧಿಕಾರಿ ಕಚೇರಿಯ ಅಧಿಕೃತ ಇ-ಮೇಲ್ ವಿಳಾಸಕ್ಕೆ ಸಂದೇಶ ಬಂದಿದೆ. ಜಿಲ್ಲಾಧಿಕಾರಿ ಶಿಲ್ಪಾನಾಗ್ ಹಾಗೂ ಎಸ್ಪಿ ಬಿ.ಟಿ. ಕವಿತಾ ಕಚೇರಿಯ ಸಿಬ್ಬಂದಿಯನ್ನು ಹೊರಗೆ ಕಳುಹಿಸಿದರು. ಬಳಿಕ ಬಾಂಬ್ ನಿಷ್ಕ್ರಿಯದಳ ಹಾಗೂ ಶ್ವಾನದಳ ಜಿಲ್ಲಾಡಳಿತ ಭವನವನ್ನು ಪೂರ್ತಿ ತಪಾಸಣೆ ನಡೆಸಿತು. ಆದರೆ, ಬಾಂಬ್ ಪತ್ತೆಯಾಗಲಿಲ್ಲ. 'ಮೆಲ್ಬೂರ್ನ್ ಹುಸಿ ಬಾಂಬ್ ಬೆದರಿಕೆಯಂತೆ ಕಂಡುಬಂದಿದ್ದು ಮುಂಜಾಗ್ರತಾ ಕ್ರಮವಾಗಿ ಭವನಕ್ಕೆ ಭದ್ರತೆ ಹೆಚ್ಚಿಸಲಾಗಿದೆ' ಎಂದು ಕವಿತಾ ಮಾಹಿತಿ ನೀಡಿದರು. ಜಿಲ್ಲಾಡಳಿತ ನೀಡಿದ ದೂರಿನ ಮೇರೆಗೆ ಸಿಇಎನ್ ಠಾಣೆಯಲ್ಲಿ ಪ್ರಕರಣ ದಾಖಲಾಗಿದೆ. ಸಂದೇಶದ ಮೂಲ ಪತ್ತೆಗೆ ವಿಶೇಷ ತಂಡಗಳನ್ನು ರಚಿಸಲಾಗಿದೆ ಎಂದು ತಿಳಿಸಿದರು. (499, 698, 741, 1040)
cartoon-box (6, 1361, 233, 1686)
info-bar (0, 250, 1512, 280)
housing-col-1 (8, 2068, 249, 2247)
market-label: ಬೆಳ್ಳಿ: (1015, 2353, 1039, 2369)
